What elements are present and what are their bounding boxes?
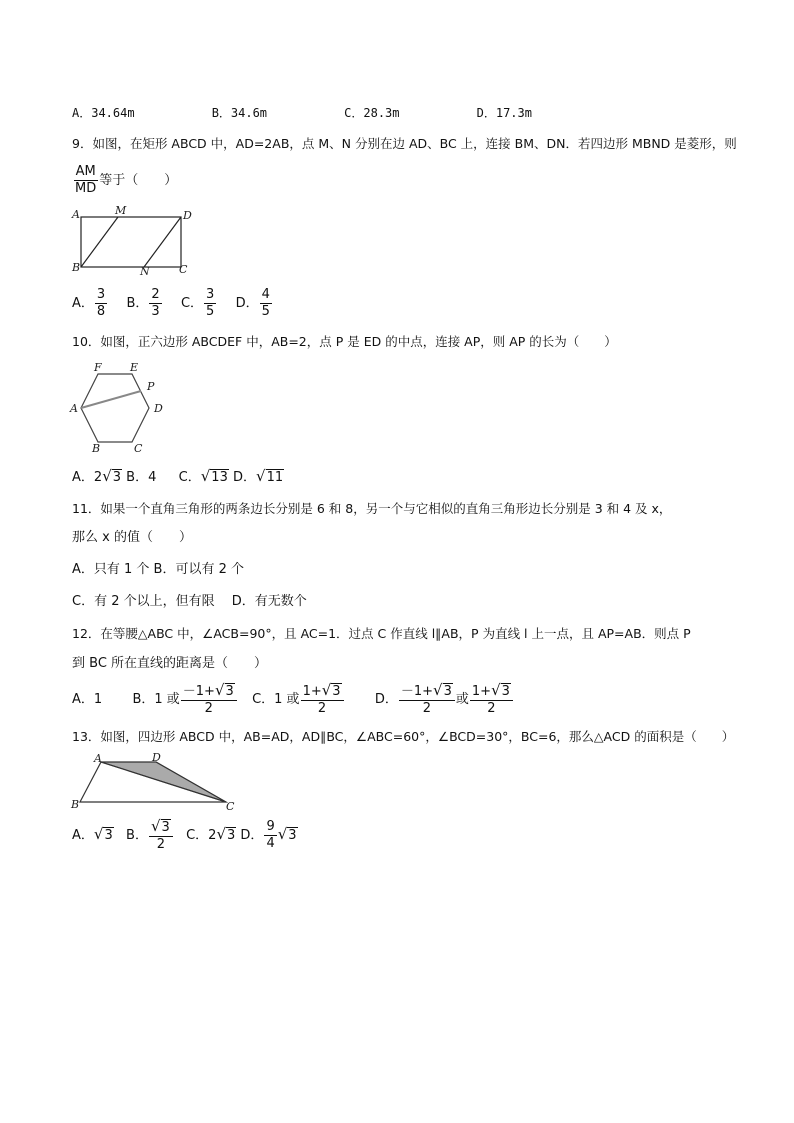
q8-options: [72, 105, 532, 121]
q9-option-b: B． $\frac{2}{3}$: [126, 287, 160, 319]
q12-option-b: B．1 或 $\frac{-1+√3}{2}$: [132, 692, 237, 707]
segment-dn: [144, 217, 181, 267]
q10-hexagon-figure: [68, 362, 178, 457]
sqrt-sign: √13: [200, 467, 228, 485]
segment-bm: [81, 217, 118, 267]
label-a: A: [72, 208, 80, 221]
q12-stem-line1: 12．在等腰△ABC 中，∠ACB=90°，且 AC=1．过点 C 作直线 l∥AB，P 为直线 l 上一点，且 AP=AB．则点 P: [72, 626, 691, 641]
q10-option-a: A．2√3: [72, 467, 122, 485]
label-d: D: [183, 209, 192, 222]
q9-ratio-denominator: MD: [75, 181, 97, 196]
label-a: A: [70, 402, 78, 415]
q10-options: [72, 468, 284, 486]
q12-stem-line2: 到 BC 所在直线的距离是（ ）: [72, 656, 268, 671]
q9-question-tail: 等于（ ）: [99, 173, 178, 188]
q12-option-a: A．1: [72, 692, 103, 707]
hexagon-abcdef: [81, 374, 149, 442]
label-f: F: [94, 361, 102, 374]
label-e: E: [130, 361, 139, 374]
label-c: C: [134, 442, 143, 455]
label-p: P: [147, 380, 155, 393]
q12-option-c: C．1 或 $\frac{1+√3}{2}$: [252, 692, 345, 707]
label-d: D: [152, 751, 161, 764]
label-n: N: [140, 265, 150, 278]
q12-option-d: D． $\frac{-1+√3}{2}$ 或 $\frac{1+√3}{2}$: [375, 692, 514, 707]
q13-quadrilateral-figure: [68, 752, 243, 812]
q13-options: [72, 818, 298, 853]
sqrt-sign: √11: [256, 467, 284, 485]
q10-stem: 10．如图，正六边形 ABCDEF 中，AB=2，点 P 是 ED 的中点，连接 AP，则 AP 的长为（ ）: [72, 334, 617, 349]
q11-stem-line1: 11．如果一个直角三角形的两条边长分别是 6 和 8，另一个与它相似的直角三角形边长分别是 3 和 4 及 x，: [72, 501, 672, 516]
q12-options: [72, 682, 514, 717]
q9-ratio-fraction: [73, 164, 98, 197]
q9-rectangle-figure: [72, 204, 202, 278]
q13-option-d: D． $\frac{9}{4}$ √3: [240, 819, 297, 851]
q9-option-a: A． $\frac{3}{8}$: [72, 287, 106, 319]
q13-option-b: B． $\frac{√3}{2}$: [126, 828, 174, 843]
q10-option-c: C．√13: [178, 467, 228, 485]
q10-option-d: D．√11: [232, 467, 284, 485]
label-b: B: [72, 261, 81, 274]
label-d: D: [154, 402, 163, 415]
q8-option-b: B．34.6m: [211, 106, 268, 120]
label-c: C: [226, 800, 235, 813]
q9-stem-line1: 9．如图，在矩形 ABCD 中，AD=2AB，点 M、N 分别在边 AD、BC 上，连接 BM、DN．若四边形 MBND 是菱形，则: [72, 136, 737, 151]
sqrt-sign: √3: [102, 467, 122, 485]
q9-ratio-numerator: AM: [75, 164, 96, 179]
q8-option-a: A．34.64m: [72, 106, 135, 120]
q11-stem-line2: 那么 x 的值（ ）: [72, 530, 192, 545]
rectangle-abcd: [81, 217, 181, 267]
q9-option-c: C． $\frac{3}{5}$: [180, 287, 215, 319]
label-b: B: [71, 798, 80, 811]
q9-options: [72, 287, 273, 320]
label-m: M: [115, 204, 127, 217]
q9-option-d: D． $\frac{4}{5}$: [235, 287, 270, 319]
q9-stem-line2: [72, 164, 177, 197]
q13-stem: 13．如图，四边形 ABCD 中，AB=AD，AD∥BC，∠ABC=60°，∠BCD=30°，BC=6，那么△ACD 的面积是（ ）: [72, 729, 735, 744]
q13-option-c: C．2√3: [186, 825, 236, 843]
q11-options-line1: A．只有 1 个 B．可以有 2 个: [72, 562, 245, 577]
q11-options-line2: C．有 2 个以上，但有限 D．有无数个: [72, 594, 307, 609]
label-c: C: [179, 263, 188, 276]
q10-option-b: B．4: [126, 470, 157, 485]
q8-option-c: C．28.3m: [344, 106, 400, 120]
label-b: B: [92, 442, 101, 455]
segment-ap: [81, 391, 141, 408]
q8-option-d: D．17.3m: [476, 106, 532, 120]
q13-option-a: A．√3: [72, 825, 113, 843]
label-a: A: [94, 752, 102, 765]
